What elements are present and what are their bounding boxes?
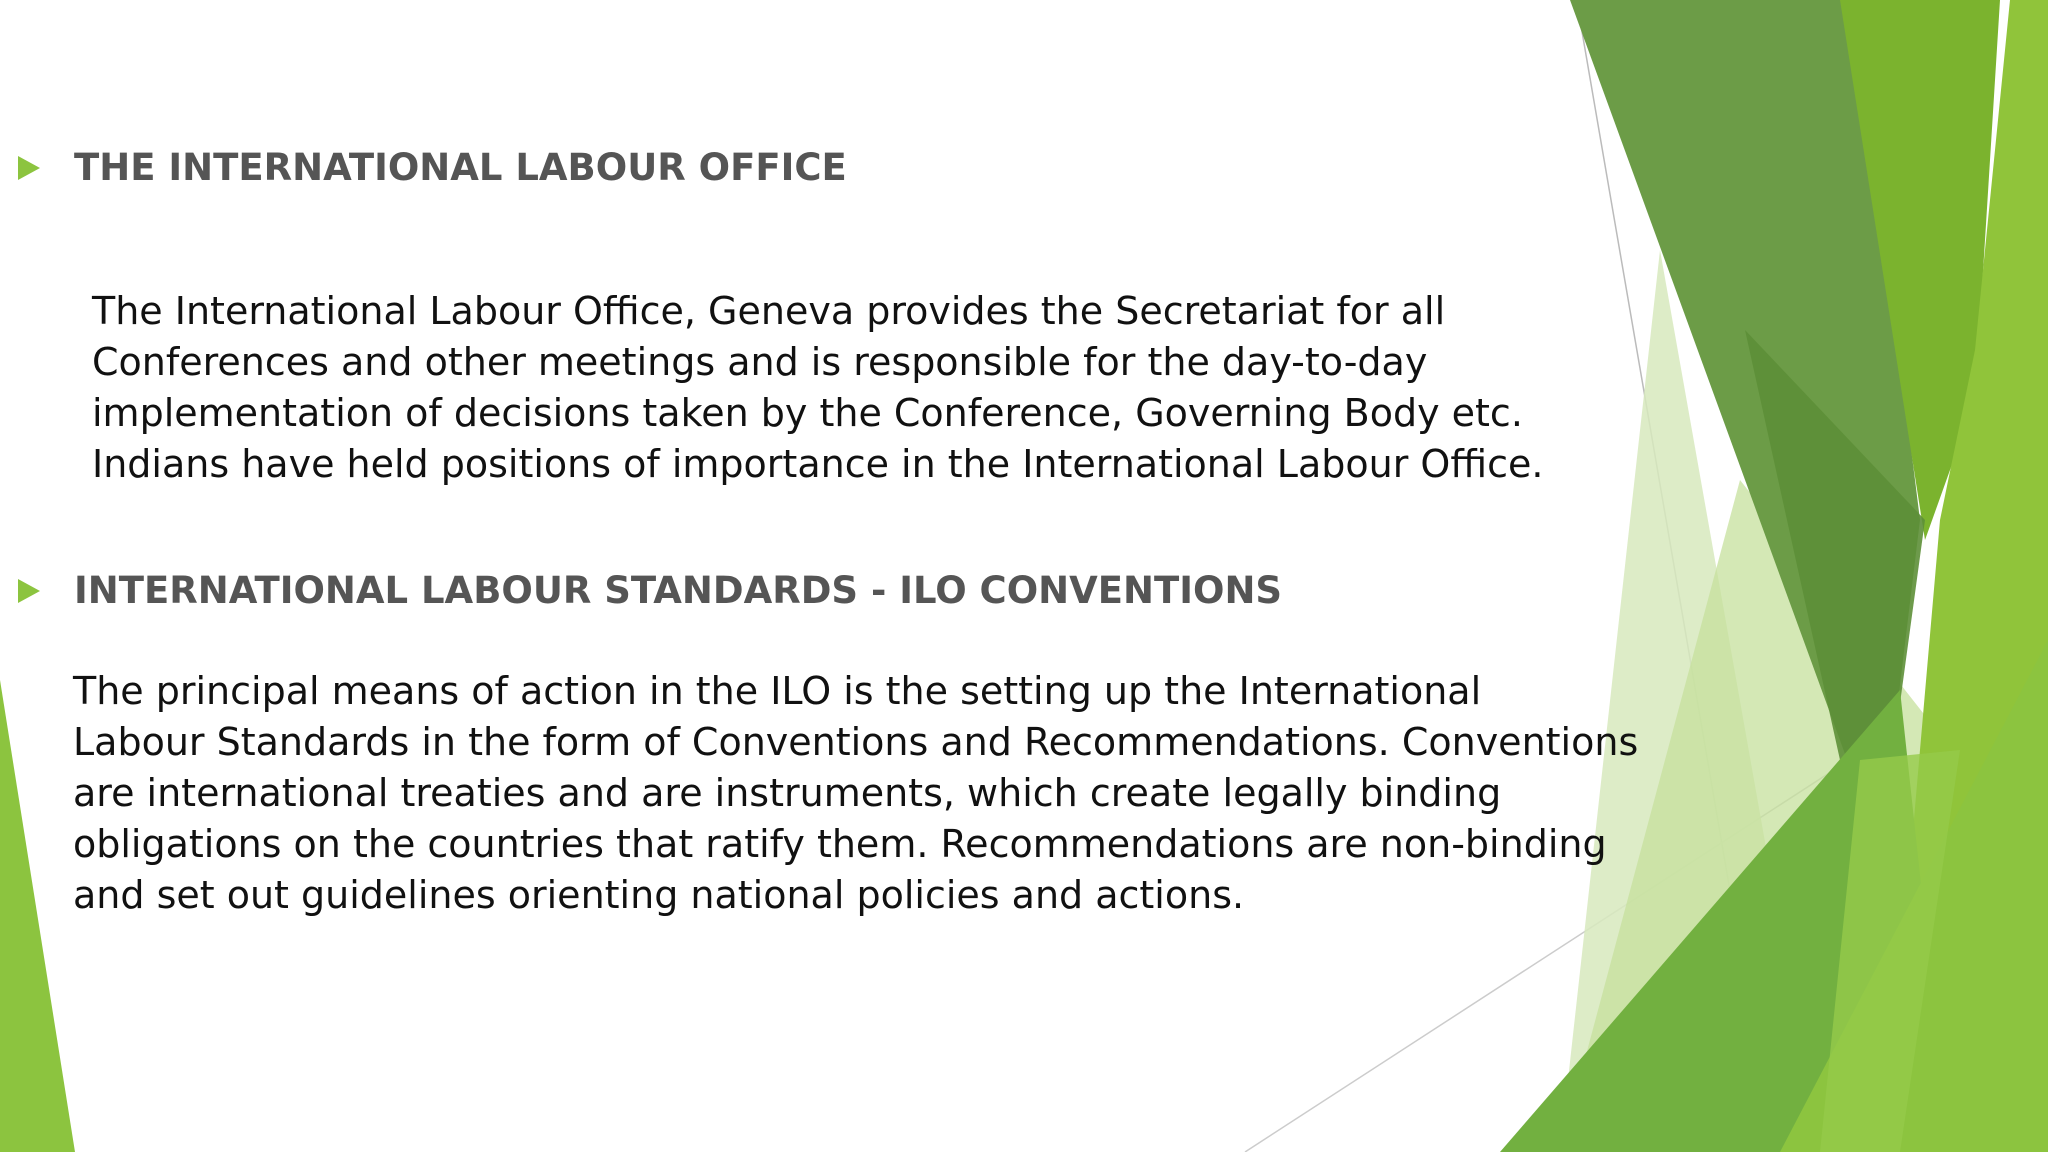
paragraph-line: The International Labour Office, Geneva provides the Secretariat for all xyxy=(92,289,1446,333)
section-1-heading-row xyxy=(18,146,847,189)
paragraph-line: and set out guidelines orienting national policies and actions. xyxy=(73,873,1245,917)
section-2-heading: INTERNATIONAL LABOUR STANDARDS - ILO CONVENTIONS xyxy=(74,569,1283,612)
paragraph-line: Indians have held positions of importance in the International Labour Office. xyxy=(92,442,1544,486)
bullet-arrow-icon xyxy=(18,579,40,603)
section-1-heading: THE INTERNATIONAL LABOUR OFFICE xyxy=(74,146,847,189)
left-green-sliver xyxy=(0,680,75,1152)
paragraph-line: obligations on the countries that ratify them. Recommendations are non-binding xyxy=(73,822,1607,866)
paragraph-line: Conferences and other meetings and is responsible for the day-to-day xyxy=(92,340,1428,384)
paragraph-line: The principal means of action in the ILO is the setting up the International xyxy=(73,669,1482,713)
paragraph-line: are international treaties and are instruments, which create legally binding xyxy=(73,771,1502,815)
section-1-paragraph xyxy=(92,286,1543,490)
section-2-paragraph xyxy=(73,666,1638,921)
section-2-heading-row xyxy=(18,569,1282,612)
bullet-arrow-icon xyxy=(18,156,40,180)
paragraph-line: implementation of decisions taken by the Conference, Governing Body etc. xyxy=(92,391,1523,435)
paragraph-line: Labour Standards in the form of Conventions and Recommendations. Conventions xyxy=(73,720,1639,764)
